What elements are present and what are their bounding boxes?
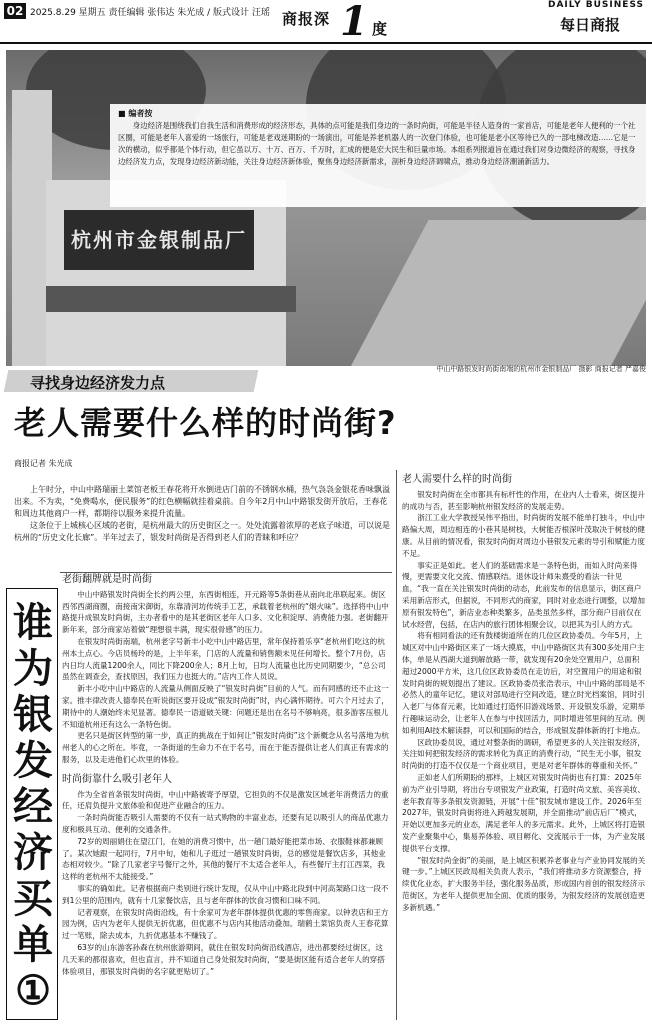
- series-title-char: 为: [13, 645, 53, 692]
- body-paragraph: 作为全省首条银发时尚街，中山中路被寄予厚望，它担负的不仅是激发区域老年消费活力的重任，还肩负提升文旅体验和促进产业融合的压力。: [62, 789, 389, 811]
- editor-note-text: 身边经济是围绕我们自我生活和消费形成的经济形态，具体的点可能是我们身边的一条时尚街，可能是半径人造身的一家首店，可能是老年人便利的一个社区圈，可能是老年人喜爱的一场旅行，可能是老戏迷期盼的一场演出，可能是养老机器人的一次登门体验，也可能是老小区等待已久的一部电梯改造……它是一次的横动，似乎都是个体行动，但它虽以万、十万、百万、千万时，汇成的便是宏大民生和巨量市场。本组系列报道旨在通过我们对身边微经济的观察，寻找身边经济发力点，发现身边经济新动能，关注身边经济新体验，聚焦身边经济新需求，剖析身边经济调啸点，推动身边经济潮涌新活力。: [118, 121, 636, 166]
- brand-chinese: 每日商报: [560, 16, 621, 34]
- main-headline: 老人需要什么样的时尚街?: [14, 404, 397, 442]
- section-heading: 老人需要什么样的时尚街: [402, 474, 512, 485]
- body-paragraph: 一条时尚街能否吸引人需要的不仅有一站式购物的丰富业态，还要有足以吸引人的商品优惠力度和极具互动、便利的交通条件。: [62, 813, 389, 834]
- series-title-char: 谁: [13, 599, 53, 646]
- series-title-char: 买: [13, 875, 53, 922]
- photo-caption: 中山中路银发时尚街南端的杭州市金银制品厂 摄影 商报记者 严嘉俊: [436, 365, 646, 373]
- body-paragraph: 将有相同看法的还有鼓楼街道所在的几位区政协委员。今年5月，上城区对中山中路街区来了一场大摸底，中山中路街区共有300多处用户主体，单是从西湖大道到解放路一带，就发现有20余处空置用户，总面积超过2000平方米，这几位区政协委员在走访后，对空置用户的用途和银发时尚街的规划提出了建议。区政协委员张浩表示，中山中路的部局是不必然人的童年记忆，建议对部局进行空间改造，建立时光档案馆，同时引入老厂与体育元素，比如通过打造怀旧游戏场景、开设银发乐游，定期举行趣味运动会，让老年人在参与中找回活力，同时增进邻里间的互动。例如利用AI技术解读群，可以和国际的结合，形成银发群体新的打卡地点。: [402, 631, 645, 735]
- column-title-number: 1: [340, 0, 368, 45]
- series-title: [10, 600, 56, 1014]
- editor-note-title: ■ 编者按: [118, 109, 153, 118]
- body-paragraph: “银发时尚金街”的美丽，是上城区积累养老事业与产业协同发展的关键一步。”上城区民政局相关负责人表示，“我们将推动多方资源整合，持续优化业态，扩大服务半径，强化服务品质，形成国内首创的银发经济示范街区，为老年人提供更加全面、优质的服务，为银发经济的发展创造更多新机遇。”: [402, 855, 646, 912]
- lead-paragraphs: [14, 484, 390, 544]
- kicker-title: 寻找身边经济发力点: [30, 374, 166, 392]
- column-title-suffix: 度: [372, 20, 388, 38]
- brand-english: DAILY BUSINESS: [548, 0, 645, 10]
- series-title-char: 发: [13, 737, 53, 784]
- page-number: 02: [4, 3, 26, 19]
- body-paragraph: 银发时尚街在全市都具有标杆性的作用，在业内人士看来，街区提升的成功与否，甚至影响杭州银发经济的发展走势。: [402, 489, 645, 511]
- body-paragraph: 区政协委员说，通过对整条街的调研，希望更多的人关注银发经济，关注如何把银发经济的需求转化为真正的消费行动，“民生无小事，银发时尚街的打造不仅仅是一个商业项目，更是对老年群体的尊重和关怀。”: [402, 737, 645, 771]
- section-heading: 时尚街靠什么吸引老年人: [62, 773, 172, 785]
- lead-paragraph: 这条位于上城核心区域的老街，是杭州最大的历史街区之一。处处流露着浓厚的老底子味道，可以说是杭州的“历史文化长廊”。半年过去了，银发时尚街是否得到老人们的青睐和呼应？: [14, 521, 390, 542]
- series-title-char: 济: [13, 829, 53, 876]
- series-title-char: 单: [13, 921, 53, 968]
- series-title-char: 经: [13, 783, 53, 830]
- body-paragraph: 浙江工业大学教授吴伟平指出，时尚街的发展不能单打独斗，中山中路偏大周，周边相连的小巷其是树枝，大树能否根深叶茂取决于树枝的健康。从目前的情况看，银发时尚街对周边小巷银发元素的导引和赋能力度不足。: [402, 513, 645, 558]
- column-title-prefix: 商报深: [282, 10, 331, 28]
- byline: 商报记者 朱光成: [14, 459, 73, 468]
- body-paragraph: 记者观察，在银发时尚街沿线，有十余家可为老年群体提供优惠的零售商家。以钟表店和王方园为例，店内为老年人提供无折优惠，但优惠不与店内其他活动叠加。瑞鹤土菜馆负责人王春花算过一笔账，除去成本，九折优惠基本不赚钱了。: [62, 907, 389, 941]
- series-title-char: 银: [13, 691, 53, 738]
- column-title: [282, 0, 402, 45]
- factory-sign: 杭州市金银制品厂: [64, 210, 254, 270]
- body-paragraph: 事实的确如此。记者根据商户类别进行统计发现，仅从中山中路北段到中河高架路口这一段不到1公里的范围内，就有十几家餐饮店，且与老年群体的饮食习惯和口味不同。: [62, 883, 389, 905]
- body-paragraph: 中山中路银发时尚街全长约两公里，东西街相连，开元路等5条街巷从南向北串联起来。街区西邻西湖商圈，南接南宋御街，东靠清河坊传统手工艺，承载着老杭州的“烟火味”。选择将中山中路提升成银发时尚街，主办者看中的是其老街区老年人口多、文化积淀厚、消费能力强。老街翻开新年来，部分商家站着做“理想很丰满，现实很骨感”的压力。: [62, 589, 389, 635]
- street-photo: [6, 50, 646, 366]
- body-paragraph: 新丰小吃中山中路店的人流量从侧面反映了“银发时尚街”目前的人气。而有同感的还不止这一家。推丰律改责人德奉民在听说街区要开设成“银发时尚街”时，内心满怀期待。可六个月过去了，期待中的人潮始终未见显著。德奉民一语道破关键：问题还是出在名号不够响亮，很多游客压根儿不知道杭州还有这么一条特色街。: [62, 684, 389, 729]
- section-heading: 老街翻牌就是时尚街: [62, 574, 152, 585]
- right-column: [402, 474, 646, 913]
- editor-note: [110, 104, 646, 207]
- body-paragraph: 72岁的周丽娟住在望江门，在她的消费习惯中，出一趟门最好能把菜市场、衣服鞋袜都兼顾了。某次她跟一起同行，7月中旬，她和儿子逛过一趟银发时尚街，总的感觉是餐饮店多，其他业态相对较少。“除了几家老字号餐厅之外，其他的餐厅不太适合老年人，有些餐厅主打江西菜，我这样的老杭州不太能接受。”: [62, 836, 386, 882]
- body-paragraph: 在银发时尚街南端，杭州老字号新丰小吃中山中路店里，常年保持着乐享“老杭州们吃这的杭州本土点心。今店员杨玲的是，上半年来，门店的人流量和销售额未见任何增长。整个7月份，店内日均人流量1200余人，同比下降200余人；8月上旬，日均人流量也比历史同期要少，“总公司虽然在调查会，查找原因，我们压力也挺大的。”店内工作人员说。: [62, 636, 386, 682]
- middle-column: [62, 574, 390, 977]
- lead-paragraph: 上午时分，中山中路瑞丽土菜馆老板王春花将开水倒进店门前的不锈钢水桶，热气袅袅金银花香味飘溢出来。不为卖，“免费喝水，便民服务”的红色横幅就挂着桌前。自今年2月中山中路银发街开放后，王春花和周边其他商户一样，都期待以服务来提升流量。: [14, 485, 390, 518]
- date-line: 2025.8.29 星期五 责任编辑 张伟达 朱光成 / 版式设计 汪瑶: [30, 8, 270, 18]
- body-paragraph: 事实正是如此。老人们的基础需求是一条特色街，而如入时尚来得慢，更需要文化交流、情感联结。退休设计师朱熹受的看法一针见血，“我一直在关注银发时尚街的动态，此前发布的信息显示，街区商户采用新店形式，但据说，不同形式的商家，同时对业态进行调整，以增加原有银发特色”，新店业态种类繁多，品类虽然多样，部分商户目前仅在试水经营，包括，在店内的旅行团体相聚会议，以把其为引人的方式。: [402, 560, 645, 629]
- column-divider: [396, 470, 397, 1020]
- body-paragraph: 正如老人们所期盼的那样，上城区对银发时尚街也有打算：2025年前为产业引导期，将出台专项银发产业政策，打造时尚文旅、美容美妆、老年教育等多条银发资源链，开展“十佳”银发城市建设工作。2026年至2027年，银发时尚街将进入跨越发展期，并全面推动“前店后厂”模式，开始以更加多元的业态，满足老年人的多元需求。此外，上城区将打造银发产业聚集中心，集易养体验、项目孵化、交流展示于一体，为产业发展提供平台支撑。: [402, 772, 645, 853]
- section-divider: [60, 572, 392, 573]
- body-paragraph: 63岁的山东游客孙森在杭州旅游期间，就住在银发时尚街沿线酒店，进出都要经过街区，这几天来的都很喜欢，但也直言，并不知道自己身处银发时尚街，“要是街区能有适合老年人的穿搭体验项目，那银发时尚街的名字就更贴切了。”: [62, 942, 385, 976]
- series-title-char: ①: [15, 967, 51, 1014]
- body-paragraph: 更名只是街区转型的第一步，真正的挑战在于如何让“银发时尚街”这个新概念从名号落地为杭州老人的心之所在。毕竟，一条街道的生命力不在于名号，而在于能否提供让老人们真正有需求的服务，以及走进他们心坎里的体验。: [62, 731, 389, 764]
